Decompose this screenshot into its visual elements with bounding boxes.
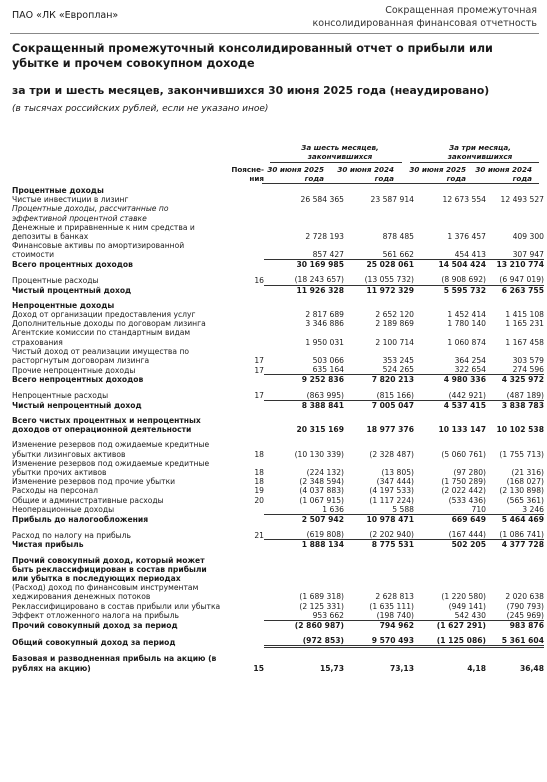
row-value: 1 167 458 <box>505 337 544 347</box>
row-note: 21 <box>254 530 264 540</box>
row-note <box>225 400 264 410</box>
report-type-line1: Сокращенная промежуточная <box>385 5 537 16</box>
row-value: 322 654 <box>454 365 486 375</box>
row-value: 10 133 147 <box>438 425 486 435</box>
table-row <box>12 223 544 241</box>
row-value: 983 876 <box>486 621 544 631</box>
row-label: Непроцентные доходы <box>12 300 115 310</box>
row-label: Доход от организации предоставления услуг <box>12 309 196 319</box>
table-row <box>12 400 544 410</box>
row-value: (8 908 692) <box>441 275 486 285</box>
row-value: (167 444) <box>448 530 486 540</box>
row-value: (18 243 657) <box>294 275 344 285</box>
row-value: 8 775 531 <box>344 540 414 550</box>
row-value: (949 141) <box>448 601 486 611</box>
row-value: 13 210 774 <box>486 260 544 270</box>
row-value: 503 066 <box>312 355 344 365</box>
row-value: 14 504 424 <box>414 260 486 270</box>
row-value <box>414 301 486 310</box>
table-row <box>12 530 544 540</box>
row-note <box>225 636 264 647</box>
row-label: Финансовые активы по амортизированной стоимости <box>12 241 185 260</box>
row-note <box>225 285 264 295</box>
row-value: 710 <box>471 504 486 514</box>
row-value: 303 579 <box>512 355 544 365</box>
row-value: 4 377 728 <box>486 540 544 550</box>
row-value <box>344 556 414 584</box>
row-value: 5 595 732 <box>414 285 486 295</box>
column-header-note: Поясне-ния <box>231 165 264 183</box>
row-value: 857 427 <box>312 249 344 259</box>
group-rule-six-months <box>270 162 402 163</box>
row-value: (1 086 741) <box>499 530 544 540</box>
row-value: 1 060 874 <box>447 337 486 347</box>
row-value: (815 166) <box>376 390 414 400</box>
row-value: 2 817 689 <box>305 309 344 319</box>
row-value: 953 662 <box>312 610 344 620</box>
row-value: 524 265 <box>382 365 414 375</box>
row-value: (790 793) <box>506 601 544 611</box>
row-label: Чистый непроцентный доход <box>12 400 142 410</box>
row-value: 669 649 <box>414 515 486 525</box>
row-note: 17 <box>254 391 264 401</box>
row-note: 15 <box>253 663 264 673</box>
table-row <box>12 186 544 195</box>
row-label: Базовая и разводненная прибыль на акцию (в рублях на акцию) <box>12 654 217 673</box>
row-value: (2 125 331) <box>299 601 344 611</box>
row-label: Изменение резервов под прочие убытки <box>12 477 176 487</box>
row-value: (13 055 732) <box>364 275 414 285</box>
row-value: 12 673 554 <box>442 195 486 205</box>
row-label: Неоперационные доходы <box>12 505 115 515</box>
table-row <box>12 647 544 655</box>
row-note <box>225 611 264 621</box>
row-value: (4 197 533) <box>369 486 414 496</box>
table-row <box>12 391 544 401</box>
statement-title: Сокращенный промежуточный консолидированный отчет о прибыли или убытке и прочем совокупном доходе <box>12 42 493 70</box>
row-label: Расход по налогу на прибыль <box>12 530 132 540</box>
row-label: Денежные и приравненные к ним средства и депозиты в банках <box>12 222 195 242</box>
row-label: Агентские комиссии по стандартным видам страхования <box>12 328 191 347</box>
row-value: 5 588 <box>392 504 414 514</box>
row-value: (2 202 940) <box>369 530 414 540</box>
row-value: (347 444) <box>376 477 414 487</box>
row-value: (97 280) <box>453 467 486 477</box>
row-value: (198 740) <box>376 610 414 620</box>
row-value: (1 755 713) <box>499 449 544 459</box>
row-note: 20 <box>254 495 264 505</box>
row-label: Всего процентных доходов <box>12 260 133 270</box>
table-row <box>12 365 544 375</box>
table-row <box>12 328 544 346</box>
row-note <box>225 223 264 241</box>
row-value <box>414 186 486 195</box>
table-row <box>12 611 544 621</box>
row-value: 353 245 <box>382 355 414 365</box>
table-row <box>12 505 544 515</box>
row-label: Прочий совокупный доход за период <box>12 621 178 631</box>
row-value: 9 252 836 <box>264 375 344 385</box>
row-value <box>486 647 544 655</box>
table-row <box>12 195 544 204</box>
row-note <box>225 186 264 195</box>
row-value <box>414 647 486 655</box>
row-value: (972 853) <box>264 636 344 647</box>
header-divider <box>10 33 539 34</box>
row-note <box>225 505 264 515</box>
row-value: (565 361) <box>506 495 544 505</box>
row-value: 4 325 972 <box>486 375 544 385</box>
row-value: 878 485 <box>382 232 414 242</box>
group-header-three-months: За три месяца, закончившихся <box>447 143 513 161</box>
row-value: 635 164 <box>312 365 344 375</box>
row-note <box>225 621 264 631</box>
row-value: 9 570 493 <box>344 636 414 647</box>
row-label: Прибыль до налогообложения <box>12 515 149 524</box>
table-row <box>12 204 544 222</box>
row-value <box>264 186 344 195</box>
row-value <box>486 301 544 310</box>
row-label: (Расход) доход по финансовым инструментам хеджирования денежных потоков <box>12 583 199 602</box>
row-value: 307 947 <box>512 249 544 259</box>
row-value: 12 493 527 <box>500 195 544 205</box>
row-value: (1 067 915) <box>299 495 344 505</box>
row-value: 10 102 538 <box>496 425 544 435</box>
row-label: Процентные доходы <box>12 186 104 195</box>
row-value: (1 117 224) <box>369 495 414 505</box>
row-value <box>486 556 544 584</box>
row-note <box>225 556 264 584</box>
table-row <box>12 275 544 285</box>
table-row <box>12 602 544 611</box>
row-value: 2 652 120 <box>375 309 414 319</box>
table-row <box>12 310 544 319</box>
row-value: 454 413 <box>454 249 486 259</box>
group-header-six-months: За шесть месяцев, закончившихся <box>301 143 379 161</box>
row-value: 2 020 638 <box>505 592 544 602</box>
units-note: (в тысячах российских рублей, если не указано иное) <box>12 104 269 114</box>
row-value: (619 808) <box>306 530 344 540</box>
row-label: Общие и административные расходы <box>12 495 164 505</box>
row-value: (1 689 318) <box>299 592 344 602</box>
row-value: (168 027) <box>506 477 544 487</box>
row-value: (224 132) <box>306 467 344 477</box>
table-row <box>12 477 544 486</box>
row-value: 1 950 031 <box>305 337 344 347</box>
row-value: (1 220 580) <box>441 592 486 602</box>
row-label: Реклассифицировано в состав прибыли или убытка <box>12 601 221 611</box>
row-value: 4 980 336 <box>414 375 486 385</box>
row-value: 8 388 841 <box>264 400 344 410</box>
row-value: (533 436) <box>448 495 486 505</box>
row-value: 3 246 <box>522 504 544 514</box>
row-label: Изменение резервов под ожидаемые кредитные убытки лизинговых активов <box>12 440 210 459</box>
row-label: Всего непроцентных доходов <box>12 375 144 385</box>
row-value: 3 838 783 <box>486 400 544 410</box>
row-value: (4 037 883) <box>299 486 344 496</box>
row-note: 17 <box>254 355 264 365</box>
row-value: 1 636 <box>322 504 344 514</box>
table-row <box>12 556 544 584</box>
row-value: 2 728 193 <box>305 232 344 242</box>
row-value: (2 328 487) <box>369 449 414 459</box>
income-statement-table <box>12 186 544 673</box>
row-value: 7 820 213 <box>344 375 414 385</box>
row-note <box>225 540 264 550</box>
row-value: 11 972 329 <box>344 285 414 295</box>
row-value: 1 415 108 <box>505 309 544 319</box>
table-row <box>12 621 544 631</box>
row-value: (863 995) <box>306 390 344 400</box>
row-value <box>414 204 486 222</box>
row-note <box>225 416 264 434</box>
row-value <box>486 186 544 195</box>
row-label <box>12 647 225 655</box>
table-row <box>12 241 544 259</box>
row-value: 409 300 <box>512 232 544 242</box>
row-value <box>414 556 486 584</box>
row-value: 1 888 134 <box>264 540 344 550</box>
row-value: 6 263 755 <box>486 285 544 295</box>
column-header-6m-2024: 30 июня 2024 года <box>337 165 394 183</box>
row-value: 561 662 <box>382 249 414 259</box>
column-header-3m-2024: 30 июня 2024 года <box>475 165 532 183</box>
table-row <box>12 260 544 270</box>
row-value: 2 507 942 <box>264 515 344 525</box>
table-row <box>12 583 544 601</box>
row-note <box>225 260 264 270</box>
row-value: 18 977 376 <box>366 425 414 435</box>
row-value: (1 750 289) <box>441 477 486 487</box>
row-note <box>225 319 264 328</box>
row-label: Процентные доходы, рассчитанные по эффективной процентной ставке <box>12 204 169 223</box>
row-value: 36,48 <box>519 663 544 673</box>
row-label: Общий совокупный доход за период <box>12 637 176 647</box>
row-label: Непроцентные расходы <box>12 391 109 401</box>
row-value: (21 316) <box>511 467 544 477</box>
row-note: 18 <box>254 477 264 487</box>
table-row <box>12 347 544 365</box>
row-note <box>225 195 264 204</box>
row-label: Чистая прибыль <box>12 540 84 550</box>
row-value: (1 125 086) <box>414 636 486 647</box>
row-value: 1 165 231 <box>505 319 544 329</box>
row-value <box>264 301 344 310</box>
row-value: (2 130 898) <box>499 486 544 496</box>
row-value <box>486 204 544 222</box>
table-row <box>12 416 544 434</box>
row-value: 30 169 985 <box>264 260 344 270</box>
row-note <box>225 647 264 655</box>
row-value: 1 452 414 <box>447 309 486 319</box>
row-label: Чистые инвестиции в лизинг <box>12 195 129 205</box>
row-value: 502 205 <box>414 540 486 550</box>
row-value: (442 921) <box>448 390 486 400</box>
row-value: 542 430 <box>454 610 486 620</box>
table-row <box>12 440 544 458</box>
table-row <box>12 459 544 477</box>
row-value <box>344 204 414 222</box>
row-value: 1 376 457 <box>447 232 486 242</box>
row-note <box>225 515 264 525</box>
row-label: Изменение резервов под ожидаемые кредитные убытки прочих активов <box>12 458 210 477</box>
table-row <box>12 301 544 310</box>
table-row <box>12 540 544 550</box>
row-value: 4 537 415 <box>414 400 486 410</box>
row-note: 18 <box>254 449 264 459</box>
row-label: Расходы на персонал <box>12 486 98 496</box>
row-note <box>225 328 264 346</box>
row-note: 17 <box>254 365 264 375</box>
table-row <box>12 654 544 672</box>
row-value: 2 189 869 <box>375 319 414 329</box>
row-label: Эффект отложенного налога на прибыль <box>12 611 180 621</box>
row-note <box>225 204 264 222</box>
table-row <box>12 496 544 505</box>
row-value: (487 189) <box>506 390 544 400</box>
row-value: (245 969) <box>506 610 544 620</box>
row-note: 18 <box>254 467 264 477</box>
row-label: Чистый процентный доход <box>12 285 132 295</box>
report-type-line2: консолидированная финансовая отчетность <box>312 18 537 29</box>
column-header-6m-2025: 30 июня 2025 года <box>267 165 324 183</box>
row-label: Прочие непроцентные доходы <box>12 365 136 375</box>
row-value: 2 100 714 <box>375 337 414 347</box>
row-value: (2 860 987) <box>264 621 344 631</box>
row-note <box>225 375 264 385</box>
row-label: Чистый доход от реализации имущества по расторгнутым договорам лизинга <box>12 346 190 365</box>
row-value <box>344 186 414 195</box>
row-value: (1 635 111) <box>369 601 414 611</box>
column-header-rule <box>262 183 539 184</box>
row-value: 25 028 061 <box>344 260 414 270</box>
report-type <box>313 4 537 30</box>
row-value: (5 060 761) <box>441 449 486 459</box>
row-label: Прочий совокупный доход, который может быть реклассифицирован в состав прибыли или убытка в последующих периодах <box>12 555 207 584</box>
row-note <box>225 241 264 259</box>
row-value: 4,18 <box>467 663 486 673</box>
row-value: (1 627 291) <box>414 621 486 631</box>
row-value: 5 361 604 <box>486 636 544 647</box>
row-value: 7 005 047 <box>344 400 414 410</box>
row-value: 15,73 <box>319 663 344 673</box>
table-row <box>12 515 544 525</box>
row-value: 10 978 471 <box>344 515 414 525</box>
group-rule-three-months <box>410 162 539 163</box>
row-value <box>344 647 414 655</box>
row-value: 23 587 914 <box>370 195 414 205</box>
row-value: 2 628 813 <box>375 592 414 602</box>
row-value: (2 022 442) <box>441 486 486 496</box>
row-value: (6 947 019) <box>499 275 544 285</box>
row-value: 1 780 140 <box>447 319 486 329</box>
row-value: 26 584 365 <box>300 195 344 205</box>
row-label: Дополнительные доходы по договорам лизинга <box>12 319 206 329</box>
row-value: 794 962 <box>344 621 414 631</box>
row-value: 274 596 <box>512 365 544 375</box>
table-row <box>12 375 544 385</box>
row-value <box>264 556 344 584</box>
row-value: (13 805) <box>381 467 414 477</box>
statement-period: за три и шесть месяцев, закончившихся 30 июня 2025 года (неаудировано) <box>12 84 490 97</box>
row-note <box>225 310 264 319</box>
table-row <box>12 285 544 295</box>
row-label: Процентные расходы <box>12 275 99 285</box>
row-value: (2 348 594) <box>299 477 344 487</box>
row-value <box>264 647 344 655</box>
row-value: 5 464 469 <box>486 515 544 525</box>
row-label: Всего чистых процентных и непроцентных доходов от операционной деятельности <box>12 415 201 435</box>
row-value: 364 254 <box>454 355 486 365</box>
row-note <box>225 602 264 611</box>
row-value: 3 346 886 <box>305 319 344 329</box>
row-value: 20 315 169 <box>296 425 344 435</box>
row-note <box>225 583 264 601</box>
row-note: 19 <box>254 486 264 496</box>
row-value <box>344 301 414 310</box>
row-value <box>264 204 344 222</box>
row-value: 11 926 328 <box>264 285 344 295</box>
row-note: 16 <box>254 275 264 285</box>
table-row <box>12 486 544 495</box>
table-row <box>12 319 544 328</box>
row-value: 73,13 <box>389 663 414 673</box>
company-name: ПАО «ЛК «Европлан» <box>12 10 119 21</box>
table-row <box>12 636 544 647</box>
column-header-3m-2025: 30 июня 2025 года <box>409 165 466 183</box>
row-note <box>225 301 264 310</box>
row-value: (10 130 339) <box>294 449 344 459</box>
